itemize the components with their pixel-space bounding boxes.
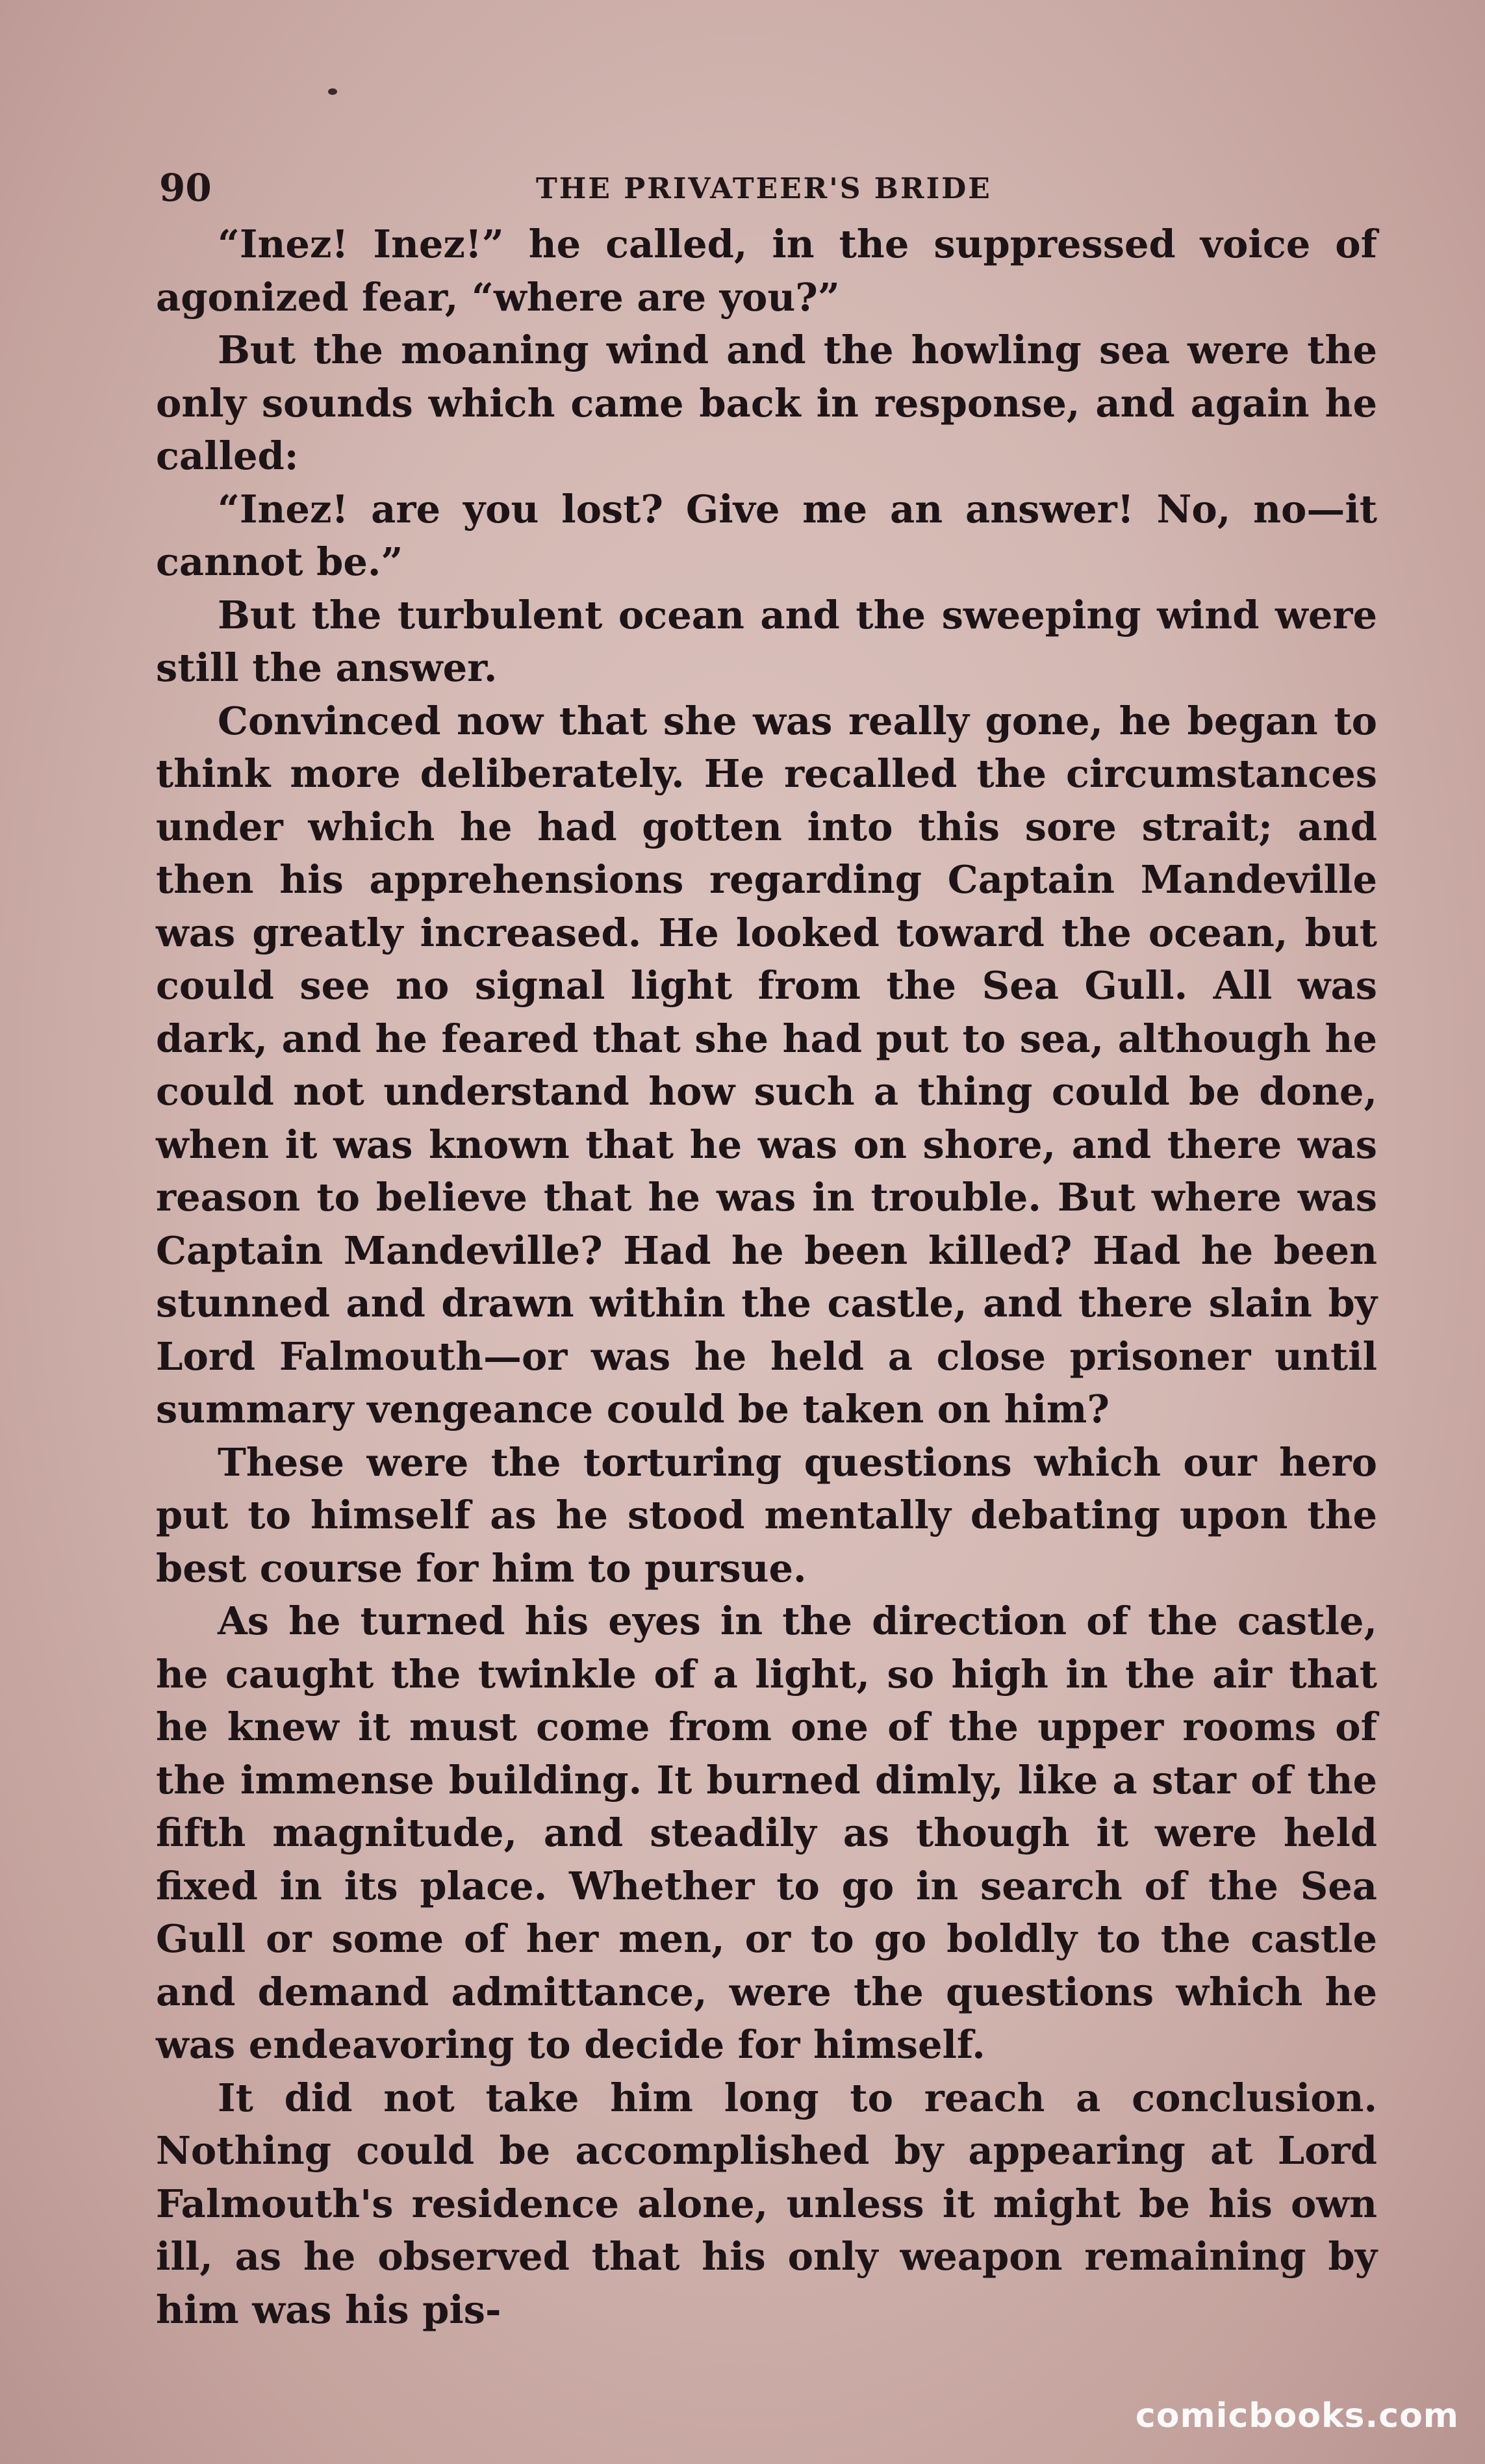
ink-speck [328, 88, 337, 95]
paragraph: But the turbulent ocean and the sweeping wind were still the answer. [156, 592, 1377, 690]
page-header [159, 166, 1367, 211]
watermark: comicbooks.com [1135, 2396, 1459, 2435]
paragraph: “Inez! are you lost? Give me an answer! No, no—it cannot be.” [156, 486, 1377, 584]
paragraph: It did not take him long to reach a conclusion. Nothing could be accomplished by appearing at Lord Falmouth's residence alone, unless it might be his own ill, as he observed that his only weapon remaining by him was his pis- [156, 2075, 1377, 2332]
paragraph: As he turned his eyes in the direction of the castle, he caught the twinkle of a light, so high in the air that he knew it must come from one of the upper rooms of the immense building. It burned dimly, like a star of the fifth magnitude, and steadily as though it were held fixed in its place. Whether to go in search of the Sea Gull or some of her men, or to go boldly to the castle and demand admittance, were the questions which he was endeavoring to decide for himself. [156, 1598, 1377, 2067]
paragraph: These were the torturing questions which our hero put to himself as he stood mentally debating upon the best course for him to pursue. [156, 1439, 1377, 1591]
paragraph: But the moaning wind and the howling sea were the only sounds which came back in response, and again he called: [156, 327, 1377, 478]
page-number: 90 [159, 166, 212, 210]
paragraph: “Inez! Inez!” he called, in the suppressed voice of agonized fear, “where are you?” [156, 222, 1377, 320]
running-title: THE PRIVATEER'S BRIDE [536, 172, 992, 205]
body-text [156, 218, 1377, 2336]
paragraph: Convinced now that she was really gone, he began to think more deliberately. He recalled the circumstances under which he had gotten into this sore strait; and then his apprehensions regarding Captain Mandeville was greatly increased. He looked toward the ocean, but could see no signal light from the Sea Gull. All was dark, and he feared that she had put to sea, although he could not understand how such a thing could be done, when it was known that he was on shore, and there was reason to believe that he was in trouble. But where was Captain Mandeville? Had he been killed? Had he been stunned and drawn within the castle, and there slain by Lord Falmouth—or was he held a close prisoner until summary vengeance could be taken on him? [156, 698, 1377, 1431]
